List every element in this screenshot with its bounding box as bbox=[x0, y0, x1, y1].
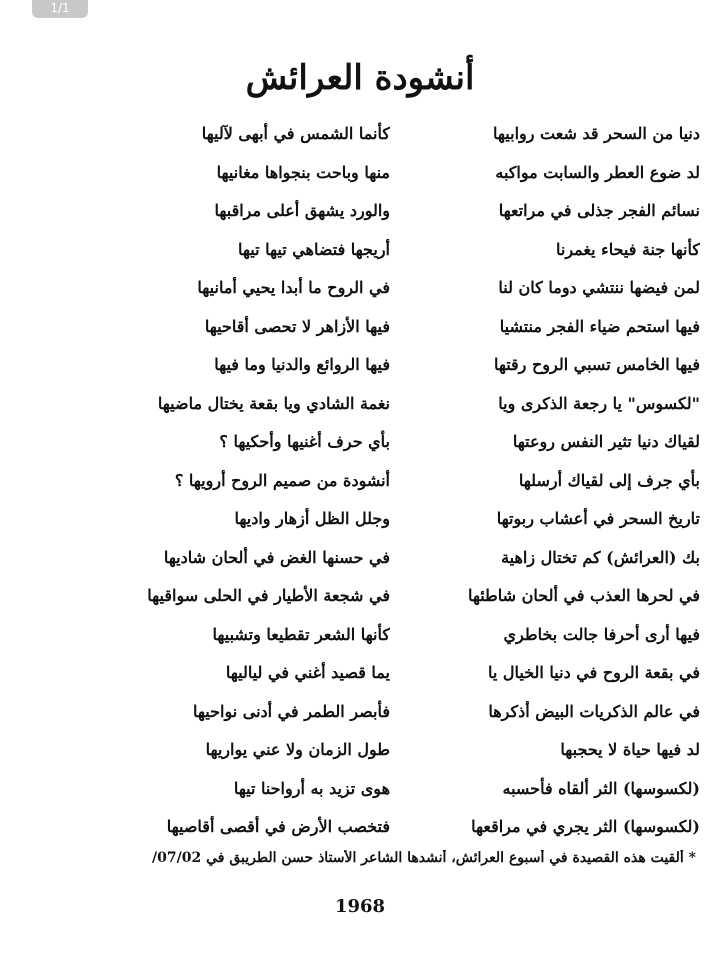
footnote: * ألقيت هذه القصيدة في أسبوع العرائش، أنشدها الشاعر الأستاذ حسن الطريبق في 07/02/ bbox=[152, 850, 696, 866]
verse-line bbox=[140, 272, 700, 304]
verse-line bbox=[140, 311, 700, 343]
verse-first-hemistich: لد ضوع العطر والسابت مواكبه bbox=[495, 162, 700, 182]
verse-line bbox=[140, 503, 700, 535]
verse-line bbox=[140, 734, 700, 766]
verse-second-hemistich: فيها الروائع والدنيا وما فيها bbox=[214, 355, 390, 374]
verse-first-hemistich: فيها الخامس تسبي الروح رقتها bbox=[493, 355, 700, 374]
verse-line bbox=[140, 195, 700, 227]
verse-line bbox=[140, 234, 700, 266]
verse-first-hemistich: في عالم الذكريات البيض أذكرها bbox=[488, 701, 700, 721]
verse-second-hemistich: في شجعة الأطيار في الحلى سواقيها bbox=[147, 586, 390, 605]
verse-first-hemistich: (لكسوسها) الثر يجري في مراقعها bbox=[471, 817, 700, 836]
verse-second-hemistich: في حسنها الغض في ألحان شاديها bbox=[163, 547, 390, 567]
verse-line bbox=[140, 657, 700, 689]
verse-line bbox=[140, 773, 700, 805]
verse-second-hemistich: يما قصيد أغني في لياليها bbox=[225, 663, 390, 682]
verse-first-hemistich: فيها استحم ضياء الفجر منتشيا bbox=[499, 316, 700, 336]
verse-line bbox=[140, 696, 700, 728]
verse-line bbox=[140, 619, 700, 651]
verse-second-hemistich: هوى تزيد به أرواحنا تيها bbox=[233, 778, 390, 798]
verse-second-hemistich: وجلل الظل أزهار واديها bbox=[234, 509, 390, 528]
page-number: 1968 bbox=[334, 896, 386, 917]
verse-second-hemistich: والورد يشهق أعلى مراقبها bbox=[214, 201, 390, 220]
verse-second-hemistich: منها وباحت بنجواها مغانيها bbox=[216, 162, 390, 182]
verse-second-hemistich: فيها الأزاهر لا تحصى أقاحيها bbox=[204, 316, 390, 336]
verse-line bbox=[140, 349, 700, 381]
verse-second-hemistich: أنشودة من صميم الروح أرويها ؟ bbox=[174, 470, 390, 490]
verse-second-hemistich: فأبصر الطمر في أدنى نواحيها bbox=[193, 701, 390, 721]
page-counter-badge: 1/1 bbox=[32, 0, 88, 18]
verse-first-hemistich: في بقعة الروح في دنيا الخيال يا bbox=[487, 663, 700, 682]
verse-second-hemistich: كأنها الشعر تقطيعا وتشبيها bbox=[212, 624, 390, 644]
verse-first-hemistich: لقياك دنيا تثير النفس روعتها bbox=[512, 432, 700, 451]
verse-first-hemistich: دنيا من السحر قد شعت روابيها bbox=[493, 124, 700, 143]
verse-line bbox=[140, 811, 700, 843]
verse-first-hemistich: تاريخ السحر في أعشاب ربوتها bbox=[496, 509, 700, 528]
poem-body bbox=[140, 118, 700, 858]
verse-second-hemistich: طول الزمان ولا عني يواريها bbox=[205, 740, 390, 759]
verse-line bbox=[140, 157, 700, 189]
verse-first-hemistich: (لكسوسها) الثر ألقاه فأحسبه bbox=[502, 778, 700, 798]
verse-first-hemistich: كأنها جنة فيحاء يغمرنا bbox=[556, 239, 700, 259]
verse-line bbox=[140, 426, 700, 458]
verse-line bbox=[140, 388, 700, 420]
verse-first-hemistich: لد فيها حياة لا يحجبها bbox=[560, 740, 700, 759]
verse-second-hemistich: بأي حرف أغنيها وأحكيها ؟ bbox=[219, 432, 390, 451]
verse-second-hemistich: أريجها فتضاهي تيها تيها bbox=[238, 239, 390, 259]
verse-first-hemistich: لمن فيضها ننتشي دوما كان لنا bbox=[498, 278, 700, 297]
verse-line bbox=[140, 465, 700, 497]
verse-first-hemistich: في لحرها العذب في ألحان شاطئها bbox=[467, 586, 700, 605]
verse-line bbox=[140, 542, 700, 574]
verse-first-hemistich: بك (العرائش) كم تختال زاهية bbox=[501, 547, 700, 567]
verse-first-hemistich: بأي جرف إلى لقياك أرسلها bbox=[518, 470, 700, 490]
verse-second-hemistich: فتخصب الأرض في أقصى أقاصيها bbox=[166, 817, 390, 836]
verse-second-hemistich: نغمة الشادي ويا بقعة يختال ماضيها bbox=[157, 393, 390, 413]
verse-first-hemistich: نسائم الفجر جذلى في مراتعها bbox=[498, 201, 700, 220]
verse-first-hemistich: فيها أرى أحرفا جالت بخاطري bbox=[503, 624, 700, 644]
verse-first-hemistich: "لكسوس" يا رجعة الذكرى ويا bbox=[498, 393, 700, 413]
verse-second-hemistich: كأنما الشمس في أبهى لآليها bbox=[201, 124, 390, 143]
verse-line bbox=[140, 118, 700, 150]
poem-title: أنشودة العرائش bbox=[245, 58, 475, 98]
verse-line bbox=[140, 580, 700, 612]
verse-second-hemistich: في الروح ما أبدا يحيي أمانيها bbox=[197, 278, 390, 297]
